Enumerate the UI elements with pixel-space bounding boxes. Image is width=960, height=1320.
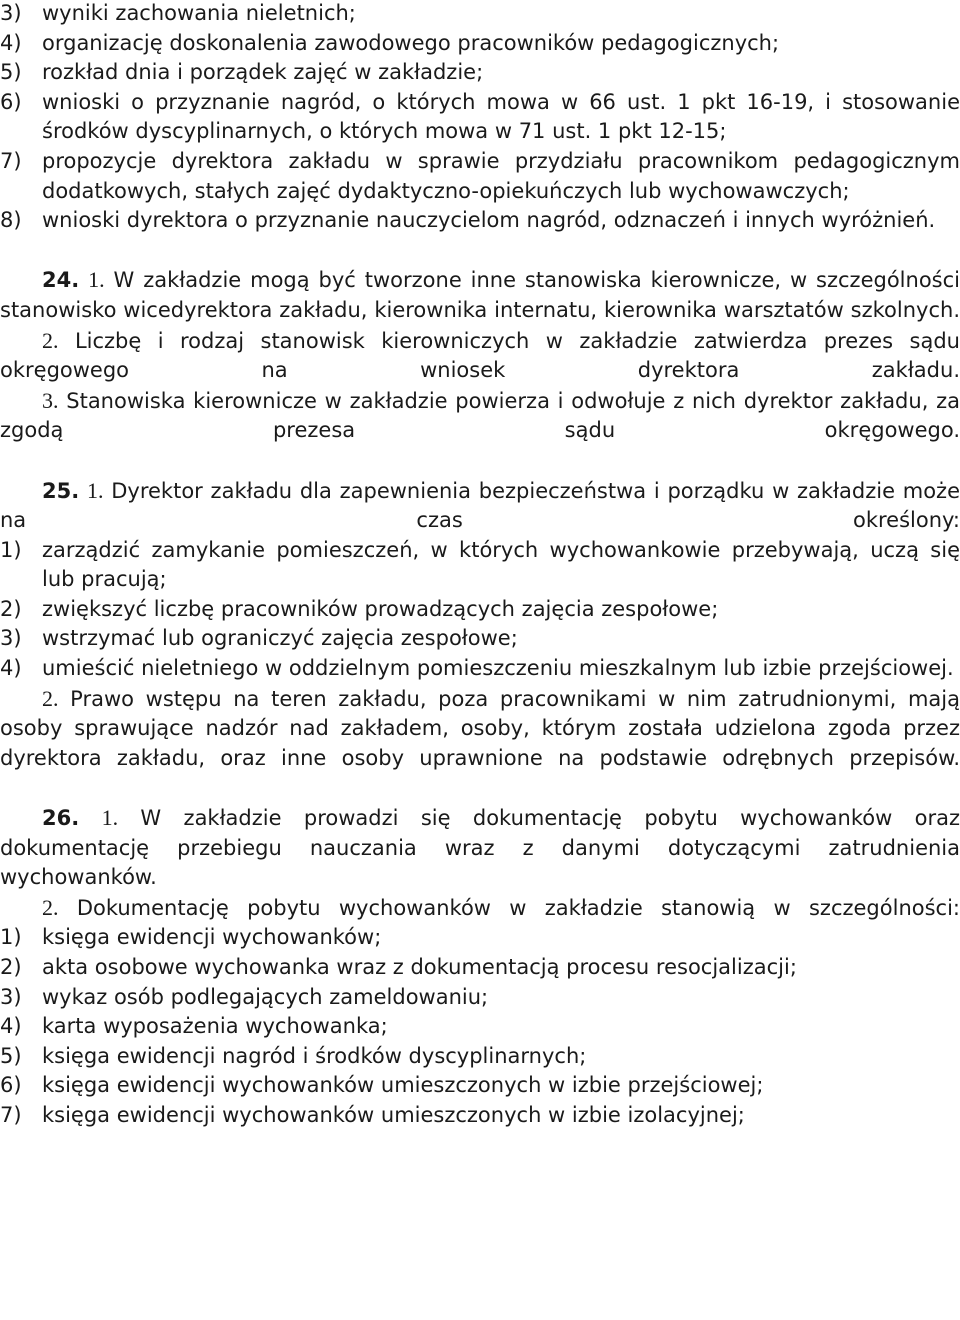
list-item: [0, 1101, 960, 1131]
list-item-text: wnioski o przyznanie nagród, o których mowa w 66 ust. 1 pkt 16-19, i stosowanie środków dyscyplinarnych, o których mowa w 71 ust. 1 pkt 12-15;: [42, 89, 960, 144]
list-item-text: rozkład dnia i porządek zajęć w zakładzie;: [42, 60, 484, 85]
list-item-text: wstrzymać lub ograniczyć zajęcia zespołowe;: [42, 626, 518, 651]
list-item-number: 2): [0, 596, 22, 621]
list-item-text: umieścić nieletniego w oddzielnym pomieszczeniu mieszkalnym lub izbie przejściowej.: [42, 656, 954, 681]
paragraph-text: W zakładzie prowadzi się dokumentację pobytu wychowanków oraz dokumentację przebiegu nauczania wraz z danymi dotyczącymi zatrudnienia wychowanków.: [0, 806, 960, 890]
list-item-number: 4): [0, 30, 22, 55]
list-item: [0, 88, 960, 147]
list-item-number: 6): [0, 1073, 22, 1098]
paragraph-number: 1.: [86, 477, 104, 503]
paragraph-text: Stanowiska kierownicze w zakładzie powierza i odwołuje z nich dyrektor zakładu, za zgodą prezesa sądu okręgowego.: [0, 388, 960, 443]
paragraph-text: Liczbę i rodzaj stanowisk kierowniczych w zakładzie zatwierdza prezes sądu okręgowego na wniosek dyrektora zakładu.: [0, 328, 960, 383]
list-item: [0, 536, 960, 595]
list-item-number: 8): [0, 208, 22, 233]
list-item-text: wyniki zachowania nieletnich;: [42, 1, 356, 25]
list-item: [0, 923, 960, 953]
section-25: [0, 476, 960, 774]
list-item-number: 4): [0, 656, 22, 681]
list-item-text: propozycje dyrektora zakładu w sprawie przydziału pracownikom pedagogicznym dodatkowych, stałych zajęć dydaktyczno-opiekuńczych lub wychowawczych;: [42, 148, 960, 203]
paragraph-number: 3.: [42, 387, 59, 413]
paragraph-text: W zakładzie mogą być tworzone inne stanowiska kierownicze, w szczególności stanowisko wicedyrektora zakładu, kierownika internatu, kierownika warsztatów szkolnych.: [0, 268, 960, 322]
section-24-paragraph-1: [0, 265, 960, 325]
paragraph-number: 1.: [101, 805, 119, 831]
list-item: [0, 624, 960, 654]
section-24-paragraph-3: [0, 386, 960, 446]
list-item: [0, 1012, 960, 1042]
paragraph-number: 2.: [42, 327, 59, 353]
paragraph-number: 2.: [42, 894, 59, 920]
section-26-marker: 26.: [42, 806, 80, 831]
list-item-number: 4): [0, 1014, 22, 1039]
list-item-number: 3): [0, 984, 22, 1009]
paragraph-text: Dokumentację pobytu wychowanków w zakładzie stanowią w szczególności:: [76, 895, 960, 920]
section-24-marker: 24.: [42, 268, 80, 293]
list-item: [0, 953, 960, 983]
list-item-number: 7): [0, 1102, 22, 1127]
top-list: [0, 0, 960, 236]
list-item: [0, 595, 960, 625]
paragraph-number: 1.: [88, 267, 105, 293]
list-item-number: 6): [0, 89, 22, 114]
list-item-number: 1): [0, 537, 22, 562]
list-item: [0, 0, 960, 29]
list-item-number: 5): [0, 1043, 22, 1068]
list-item: [0, 206, 960, 236]
list-item: [0, 147, 960, 206]
list-item: [0, 58, 960, 88]
section-25-paragraph-2: [0, 684, 960, 774]
section-24-paragraph-2: [0, 326, 960, 386]
list-item: [0, 29, 960, 59]
list-item-text: akta osobowe wychowanka wraz z dokumentacją procesu resocjalizacji;: [42, 955, 797, 979]
section-26: [0, 803, 960, 1131]
list-item: [0, 983, 960, 1013]
section-26-paragraph-2: [0, 893, 960, 924]
list-item: [0, 1042, 960, 1072]
list-item-text: księga ewidencji nagród i środków dyscyplinarnych;: [42, 1043, 587, 1068]
section-26-paragraph-1: [0, 803, 960, 893]
list-item-text: księga ewidencji wychowanków umieszczonych w izbie izolacyjnej;: [42, 1102, 745, 1127]
list-item: [0, 654, 960, 684]
list-item-number: 1): [0, 925, 22, 950]
list-item-text: karta wyposażenia wychowanka;: [42, 1014, 388, 1039]
list-item-number: 7): [0, 148, 22, 173]
section-25-marker: 25.: [42, 478, 80, 503]
list-item-text: zwiększyć liczbę pracowników prowadzących zajęcia zespołowe;: [42, 596, 719, 621]
list-item-text: wykaz osób podlegających zameldowaniu;: [42, 984, 489, 1009]
section-24: [0, 265, 960, 446]
list-item-text: wnioski dyrektora o przyznanie nauczycielom nagród, odznaczeń i innych wyróżnień.: [42, 208, 936, 233]
list-item: [0, 1071, 960, 1101]
list-item-number: 5): [0, 60, 22, 85]
list-item-text: księga ewidencji wychowanków umieszczonych w izbie przejściowej;: [42, 1073, 764, 1098]
paragraph-text: Prawo wstępu na teren zakładu, poza pracownikami w nim zatrudnionymi, mają osoby sprawujące nadzór nad zakładem, osoby, którym została udzielona zgoda przez dyrektora zakładu, oraz inne osoby uprawnione na podstawie odrębnych przepisów.: [0, 686, 960, 770]
list-item-text: księga ewidencji wychowanków;: [42, 925, 382, 950]
list-item-number: 3): [0, 1, 22, 25]
paragraph-text: Dyrektor zakładu dla zapewnienia bezpieczeństwa i porządku w zakładzie może na czas określony:: [0, 478, 960, 533]
list-item-text: zarządzić zamykanie pomieszczeń, w których wychowankowie przebywają, uczą się lub pracują;: [42, 537, 960, 592]
paragraph-number: 2.: [42, 685, 59, 711]
section-25-paragraph-1: [0, 476, 960, 536]
list-item-number: 3): [0, 626, 22, 651]
list-item-number: 2): [0, 955, 22, 979]
list-item-text: organizację doskonalenia zawodowego pracowników pedagogicznych;: [42, 30, 780, 55]
